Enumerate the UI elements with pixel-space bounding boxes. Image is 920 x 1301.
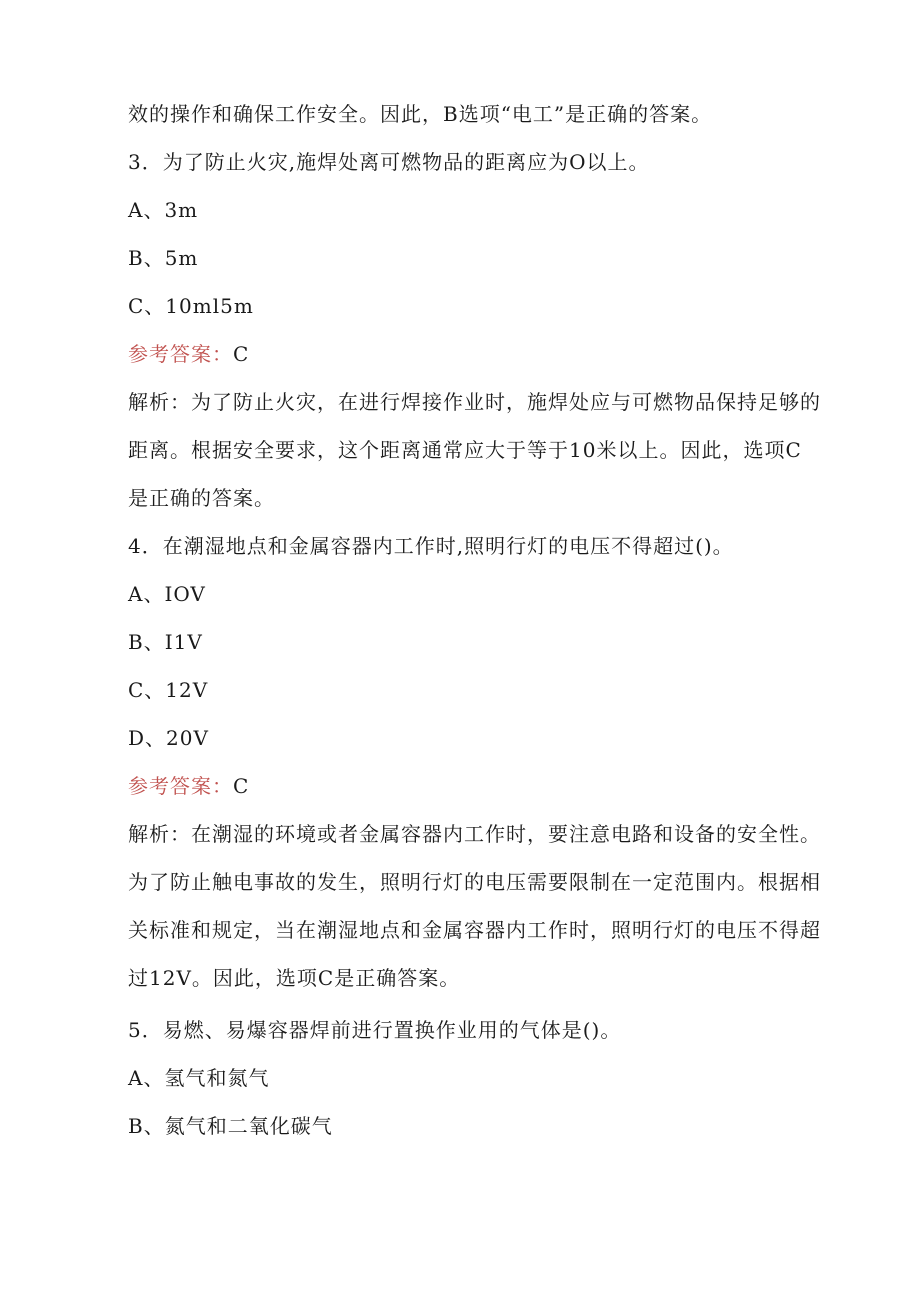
answer-label: 参考答案： <box>128 342 233 366</box>
q5-option-b: B、氮气和二氧化碳气 <box>128 1114 333 1138</box>
q4-explanation-line-4: 过12V。因此，选项C是正确答案。 <box>128 966 461 990</box>
q3-explanation-line-2: 距离。根据安全要求，这个距离通常应大于等于10米以上。因此，选项C <box>128 438 802 462</box>
q5-option-a: A、氢气和氮气 <box>128 1066 270 1090</box>
q4-answer <box>128 772 249 800</box>
q4-explanation-line-2: 为了防止触电事故的发生，照明行灯的电压需要限制在一定范围内。根据相 <box>128 870 821 894</box>
q4-explanation-line-1: 解析：在潮湿的环境或者金属容器内工作时，要注意电路和设备的安全性。 <box>128 822 821 846</box>
answer-label: 参考答案： <box>128 774 233 798</box>
explanation-tail: 效的操作和确保工作安全。因此，B选项“电工”是正确的答案。 <box>128 102 713 126</box>
q3-option-c: C、10ml5m <box>128 294 254 318</box>
q4-explanation-line-3: 关标准和规定，当在潮湿地点和金属容器内工作时，照明行灯的电压不得超 <box>128 918 821 942</box>
q4-option-c: C、12V <box>128 678 209 702</box>
q3-option-b: B、5m <box>128 246 199 270</box>
q4-option-a: A、IOV <box>128 582 206 606</box>
question-4: 4．在潮湿地点和金属容器内工作时,照明行灯的电压不得超过()。 <box>128 534 734 558</box>
q3-explanation-line-1: 解析：为了防止火灾，在进行焊接作业时，施焊处应与可燃物品保持足够的 <box>128 390 821 414</box>
q4-option-b: B、I1V <box>128 630 203 654</box>
q3-option-a: A、3m <box>128 198 199 222</box>
q3-explanation-line-3: 是正确的答案。 <box>128 486 275 510</box>
answer-value: C <box>233 774 250 798</box>
answer-value: C <box>233 342 250 366</box>
question-3: 3．为了防止火灾,施焊处离可燃物品的距离应为O以上。 <box>128 150 650 174</box>
question-5: 5．易燃、易爆容器焊前进行置换作业用的气体是()。 <box>128 1018 622 1042</box>
q3-answer <box>128 340 249 368</box>
q4-option-d: D、20V <box>128 726 209 750</box>
